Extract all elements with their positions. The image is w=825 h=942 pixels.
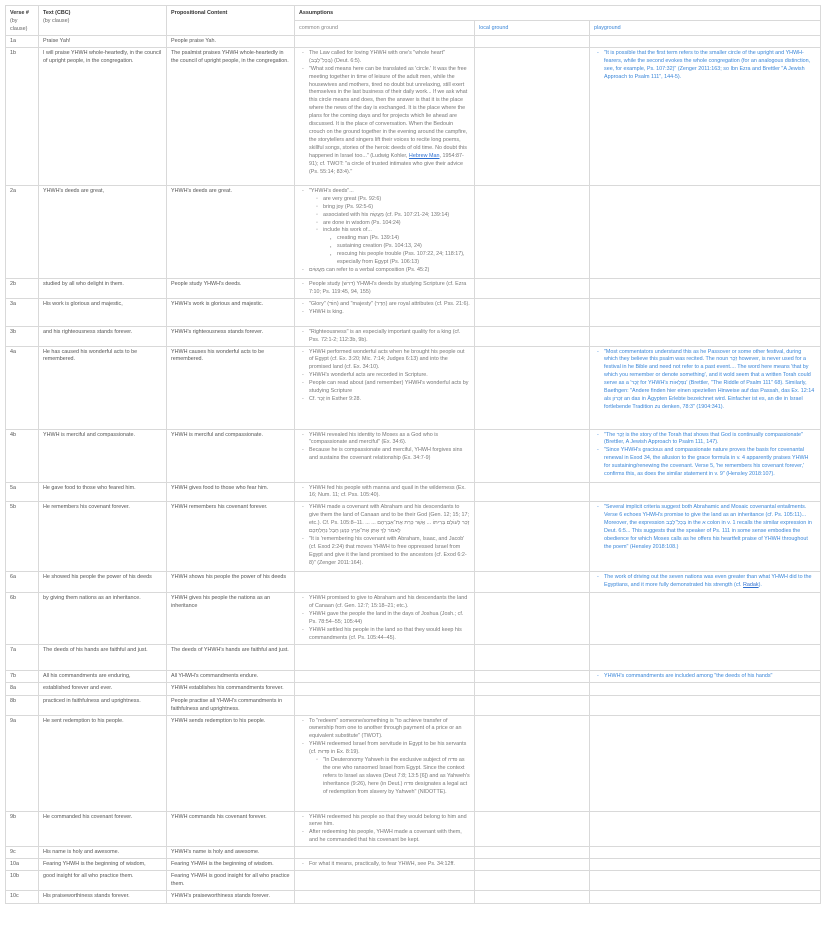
text-cell: His work is glorious and majestic, [39,298,167,326]
text-cell: Fearing YHWH is the beginning of wisdom, [39,859,167,871]
bullet-list [299,814,470,846]
item-text: bring joy (Ps. 92:5-6) [323,203,374,210]
citation-link[interactable]: Hebrew Man [408,152,440,159]
header-text-sub: (by clause) [43,17,70,24]
item-text: "Several implicit criteria suggest both Abrahamic and Mosaic covenantal entailments. Verse 6 echoes YHWH's promise to give the land as an inheritance (cf. Ps. 105:11)... Moreover, the expression בְּכָל־לֵבָב in the א colon in v. 1 recalls the similar expression in Deut. 6:5... This suggests that the speaker of Ps. 111 in some sense embodies the obedience for which Moses calls as he offers his heartfelt praise of YHWH throughout the poem" (Hensley 2018:108.) [604,504,812,550]
item-text: YHWH gave the people the land in the days of Joshua (Josh.; cf. Ps. 78:54–55; 105:44) [309,611,464,626]
common-ground-cell [295,278,475,298]
psalm-111-analysis-table [5,5,821,904]
playground-cell [590,644,821,670]
item-text: "Glory" (הוֹד) and "majesty" (הָדָר) are royal attributes (cf. Pss. 21:6). [309,300,470,307]
local-ground-cell [475,572,590,593]
item-text: YHWH made a covenant with Abraham and his descendants to give them the land of Canaan and to be their God (Gen. 12; 15; 17; etc.). Cf. Ps. 105:8–11. ... זָכַר לְעוֹלָם בְּרִיתוֹ ... אֲשֶׁר כָּרַת אֶת־אַבְרָהָם ... לֵאמֹר לְךָ אֶתֵּן אֶת־אֶרֶץ כְּנָעַן חֶבֶל נַחֲלַתְכֶם׃ [309,504,470,535]
table-row [6,811,821,847]
list-item [309,396,470,404]
text-cell: Praise Yah! [39,36,167,48]
item-text: YHWH is king. [309,308,344,315]
header-verse-sub: (by clause) [10,17,28,32]
prop-cell: YHWH's work is glorious and majestic. [167,298,295,326]
citation-link[interactable]: Radak [743,582,759,589]
prop-cell: YHWH causes his wonderful acts to be remembered. [167,346,295,429]
text-segment: , 1954:87-91); cf. TWOT: "a circle of trusted intimates who give their advice (Ps. 55:14; 83:4)." [309,152,464,175]
bullet-list [309,196,470,267]
verse-cell: 6b [6,593,39,644]
common-ground-cell [295,36,475,48]
item-text: מַעֲשִׂים can refer to a verbal composition (Ps. 45:2) [309,266,430,273]
prop-cell: YHWH's righteousness stands forever. [167,326,295,346]
list-item [309,718,470,742]
bullet-list [299,50,470,177]
bullet-list [594,574,816,590]
bullet-list [594,673,816,681]
list-item [604,504,816,551]
table-row [6,482,821,502]
bullet-list [323,235,470,267]
table-row [6,871,821,891]
playground-cell [590,326,821,346]
header-row [6,6,821,21]
item-text: YHWH's wonderful acts are recorded in Scripture. [309,372,428,379]
list-item [309,329,470,345]
table-row [6,278,821,298]
local-ground-cell [475,890,590,903]
header-text [39,6,167,36]
text-cell: good insight for all who practice them. [39,871,167,891]
local-ground-cell [475,326,590,346]
list-item [323,220,470,228]
common-ground-cell [295,482,475,502]
verse-cell: 4a [6,346,39,429]
playground-cell [590,682,821,695]
verse-cell: 7b [6,670,39,682]
playground-cell [590,572,821,593]
item-text: Because he is compassionate and merciful, YHWH forgives sins and sustains the covenant relationship (Ex. 34:7-9) [309,447,463,462]
item-text: YHWH redeemed Israel from servitude in Egypt to be his servants (cf. פְּדוּת in Ex. 8:19). [309,741,467,756]
item-text: YHWH performed wonderful acts when he brought his people out of Egypt (cf. Ex. 3:20; Mic. 7:14; Judges 6:13) and into the promised land (cf. Ex. 34:10). [309,348,465,371]
list-item [337,235,470,243]
bullet-list [594,349,816,412]
prop-cell: YHWH remembers his covenant forever. [167,502,295,572]
text-cell: by giving them nations as an inheritance. [39,593,167,644]
prop-cell: The deeds of YHWH's hands are faithful and just. [167,644,295,670]
common-ground-cell [295,811,475,847]
playground-cell [590,670,821,682]
common-ground-cell [295,47,475,185]
verse-cell: 3b [6,326,39,346]
item-text: YHWH promised to give to Abraham and his descendants the land of Canaan (cf. Gen. 12:7; 15:18–21; etc.). [309,595,468,610]
list-item [309,267,470,275]
bullet-list [299,595,470,642]
prop-cell: YHWH gives food to those who fear him. [167,482,295,502]
item-text: include his work of... [323,227,372,234]
item-text: YHWH fed his people with manna and quail in the wilderness (Ex. 16; Num. 11; cf. Pss. 105:40). [309,484,466,499]
list-item [309,829,470,845]
local-ground-cell [475,47,590,185]
item-text: People study (דרשׁ) YHWH's deeds by studying Scripture (cf. Ezra 7:10; Ps. 119:45, 94, 155) [309,280,467,295]
prop-cell: The psalmist praises YHWH whole-heartedly in the council of upright people, in the congregation. [167,47,295,185]
local-ground-cell [475,859,590,871]
table-row [6,847,821,859]
common-ground-cell [295,298,475,326]
list-item [309,432,470,448]
text-cell: He has caused his wonderful acts to be remembered. [39,346,167,429]
playground-cell [590,47,821,185]
playground-cell [590,871,821,891]
text-cell: He sent redemption to his people. [39,715,167,811]
item-text: "Most commentators understand this as he Passover or some other festival, during which they believe this psalm was recited. The noun זֵכֶר however, is never used for a festival in he Bible and need not refer to a past event.... The word here means 'that by which you remember or denote something', and it wold seem that a written Torah could serve as a 'זֵכֶר for YHWH's נִפְלְאוֹת' (Brettler, "The Riddle of Psalm 111" 68). Similarly, Baethgen: "Andere finden hier einen speziellen Hinweise auf das Passah, das Ex. 12:14 als זִכָּרוֹן an das in Ägypten Erlebte bezeichnet wird. Einfacher ist es, an die in Israel fortlebende Tradition zu denken, 78:3" (1904:341). [604,348,815,410]
item-text: are very great (Ps. 92:6) [323,195,382,202]
item-text: After redeeming his people, YHWH made a covenant with them, and he commanded that his covenant be kept. [309,829,462,844]
local-ground-cell [475,847,590,859]
bullet-list [299,432,470,464]
text-segment: The work of driving out the seven nations was even greater than what YHWH did to the Egyptians, and it more fully demonstrated his strength (cf. [604,574,812,589]
common-ground-cell [295,346,475,429]
common-ground-cell [295,593,475,644]
list-item [309,611,470,627]
text-cell: All his commandments are enduring, [39,670,167,682]
list-item [309,741,470,796]
bullet-list [594,432,816,479]
prop-cell: YHWH sends redemption to his people. [167,715,295,811]
list-item [604,50,816,82]
common-ground-cell [295,670,475,682]
bullet-list [299,329,470,345]
item-text: are done in wisdom (Ps. 104:24) [323,219,401,226]
common-ground-cell [295,326,475,346]
verse-cell: 1a [6,36,39,48]
text-cell: studied by all who delight in them. [39,278,167,298]
prop-cell: Fearing YHWH is good insight for all who practice them. [167,871,295,891]
prop-cell: YHWH establishes his commandments forever. [167,682,295,695]
verse-cell: 7a [6,644,39,670]
bullet-list [299,281,470,297]
list-item [323,227,470,267]
bullet-list [299,188,470,275]
bullet-list [299,485,470,501]
common-ground-cell [295,185,475,278]
list-item [309,188,470,267]
table-row [6,298,821,326]
common-ground-cell [295,715,475,811]
local-ground-cell [475,644,590,670]
common-ground-cell [295,695,475,715]
common-ground-cell [295,682,475,695]
table-row [6,859,821,871]
text-segment: "What sod means here can be translated as 'circle.' It was the free meeting together in time of leisure of the adult men, while the housewives and mothers, tired no doubt but unrelaxing, still exert themselves in the last business of their daily work... If we ask what this circle means and does, then the answer is that it is the place where the news of the day is exchanged. It is the place where the plans for the coming days and for projects which lie ahead are discussed. It is the place of conversation. When the Bedouin crouch on the ground together in the evening around the campfire, the storytellers and singers lift their voices to recite long poems, skillful songs, stories of the heroic deeds of old time. No doubt this happened in Israel too..." (Ludwig Kohler, [309,65,468,159]
header-text-label: Text (CBC) [43,10,71,16]
list-item [337,243,470,251]
playground-cell [590,890,821,903]
table-row [6,695,821,715]
item-text: People can read about (and remember) YHWH's wonderful acts by studying Scripture [309,380,469,395]
table-row [6,429,821,482]
list-item [323,757,470,797]
verse-cell: 9a [6,715,39,811]
item-text: "Righteousness" is an especially important quality for a king (cf. Pss. 72:1-2; 112:3b, 9b). [309,328,461,343]
prop-cell: Fearing YHWH is the beginning of wisdom. [167,859,295,871]
local-ground-cell [475,36,590,48]
list-item [337,251,470,267]
playground-cell [590,859,821,871]
table-row [6,185,821,278]
local-ground-cell [475,593,590,644]
item-text: rescuing his people trouble (Pss. 107:22, 24; 118:17), especially from Egypt (Ps. 106:13) [337,251,465,266]
prop-cell: People study YHWH's deeds. [167,278,295,298]
playground-cell [590,593,821,644]
table-row [6,682,821,695]
text-cell: His praiseworthiness stands forever. [39,890,167,903]
verse-cell: 10a [6,859,39,871]
list-item [309,861,470,869]
list-item [309,380,470,396]
text-cell: He gave food to those who feared him. [39,482,167,502]
list-item [309,281,470,297]
text-cell: The deeds of his hands are faithful and just. [39,644,167,670]
verse-cell: 8b [6,695,39,715]
common-ground-cell [295,859,475,871]
verse-cell: 4b [6,429,39,482]
verse-cell: 5a [6,482,39,502]
table-row [6,346,821,429]
item-text: "The זֵכֶר is the story of the Torah that shows that God is continually compassionate" (Brettler, A Jewish Approach to Psalm 111, 147). [604,431,803,446]
playground-cell [590,298,821,326]
common-ground-cell [295,644,475,670]
item-text: To "redeem" someone/something is "to achieve transfer of ownership from one to another through payment of a price or an equivalent substitute" (TWOT). [309,717,462,740]
prop-cell: People practise all YHWH's commandments in faithfulness and uprightness. [167,695,295,715]
item-text: Cf. זֵכֶר in Esther 9:28. [309,395,361,402]
common-ground-cell [295,502,475,572]
table-row [6,644,821,670]
text-cell: and his righteousness stands forever. [39,326,167,346]
prop-cell: All YHWH's commandments endure. [167,670,295,682]
text-cell: YHWH's deeds are great, [39,185,167,278]
item-text: YHWH revealed his identity to Moses as a God who is "compassionate and merciful" (Ex. 34:6). [309,431,439,446]
table-row [6,36,821,48]
table-row [6,326,821,346]
verse-cell: 9c [6,847,39,859]
bullet-list [594,504,816,551]
verse-cell: 10c [6,890,39,903]
text-cell: He remembers his covenant forever. [39,502,167,572]
playground-cell [590,715,821,811]
verse-cell: 2a [6,185,39,278]
item-text: "It is possible that the first term refers to the smaller circle of the upright and YHWH-fearers, while the second evokes the whole congregation (for an analogous distinction, see, for example, Ps. 107:32)" (Zenger 2011:163; so Ibn Ezra and Brettler "A Jewish Approach to Psalm 111", 144-5). [604,49,811,80]
verse-cell: 2b [6,278,39,298]
header-assumptions: Assumptions [295,6,821,21]
list-item [309,814,470,830]
list-item [309,447,470,463]
local-ground-cell [475,482,590,502]
local-ground-cell [475,278,590,298]
item-text: associated with his מַעֲשֶׂה (cf. Ps. 107:21-24; 139:14) [323,211,450,218]
item-text: "YHWH's deeds"... [309,187,354,194]
table-row [6,670,821,682]
item-text: YHWH settled his people in the land so that they would keep his commandments (cf. Ps. 105:44–45). [309,626,462,641]
header-local-ground: local ground [475,21,590,36]
item-text: The Law called for loving YHWH with one's "whole heart" (בְּכָל־לְבָב) (Deut. 6:5). [309,49,445,64]
prop-cell: YHWH shows his people the power of his deeds [167,572,295,593]
bullet-list [594,50,816,82]
text-cell: YHWH is merciful and compassionate. [39,429,167,482]
list-item [309,485,470,501]
local-ground-cell [475,695,590,715]
item-text: YHWH redeemed his people so that they would belong to him and serve him. [309,813,467,828]
list-item [604,432,816,448]
list-item [309,50,470,66]
playground-cell [590,185,821,278]
playground-cell [590,811,821,847]
text-cell: established forever and ever. [39,682,167,695]
prop-cell: YHWH's name is holy and awesome. [167,847,295,859]
local-ground-cell [475,715,590,811]
verse-cell: 8a [6,682,39,695]
local-ground-cell [475,298,590,326]
text-cell: I will praise YHWH whole-heartedly, in the council of upright people, in the congregation. [39,47,167,185]
playground-cell [590,36,821,48]
bullet-list [299,718,470,797]
item-text: creating man (Ps. 139:14) [337,235,400,242]
playground-cell [590,502,821,572]
list-item [309,301,470,309]
table-body [6,36,821,904]
prop-cell: YHWH is merciful and compassionate. [167,429,295,482]
table-row [6,502,821,572]
text-cell: He showed his people the power of his deeds [39,572,167,593]
verse-cell: 6a [6,572,39,593]
local-ground-cell [475,346,590,429]
prop-cell: YHWH gives his people the nations as an inheritance [167,593,295,644]
common-ground-cell [295,847,475,859]
list-item [323,196,470,204]
verse-cell: 10b [6,871,39,891]
common-ground-cell [295,429,475,482]
verse-cell: 1b [6,47,39,185]
prop-cell: People praise Yah. [167,36,295,48]
verse-cell: 9b [6,811,39,847]
header-playground: playground [590,21,821,36]
item-text: "In Deuteronomy Yahweh is the exclusive subject of פדה as the one who ransomed Israel from Egypt. Since the context refers to Israel as slaves (Deut 7:8; 13:5 [6]) and as Yahweh's inheritance (9:26), here (in Deut.) פדה designates a legal act of redemption from slavery by Yahweh" (NIDOTTE). [323,757,470,795]
list-item [309,504,470,536]
list-item [323,204,470,212]
list-item [604,447,816,479]
text-cell: He commanded his covenant forever. [39,811,167,847]
local-ground-cell [475,185,590,278]
list-item [604,673,816,681]
header-common-ground: common ground [295,21,475,36]
playground-cell [590,278,821,298]
header-verse-label: Verse # [10,10,29,16]
item-text: For what it means, practically, to fear YHWH, see Ps. 34:12ff. [309,861,455,868]
table-row [6,715,821,811]
header-prop: Propositional Content [167,6,295,36]
item-text: "It is 'remembering his covenant with Abraham, Isaac, and Jacob' (cf. Exod 2:24) that moves YHWH to free oppressed Israel from Egypt and give it the land promised to the ancestors (cf. Exod 6:2-8)" (Zenger 2011:164). [309,535,467,566]
item-text: YHWH's commandments are included among "the deeds of his hands" [604,672,773,679]
table-row [6,572,821,593]
list-item [309,349,470,373]
list-item [309,536,470,568]
list-item [323,212,470,220]
bullet-list [299,504,470,567]
local-ground-cell [475,811,590,847]
text-segment: ). [758,582,762,589]
playground-cell [590,695,821,715]
list-item [309,309,470,317]
prop-cell: YHWH's praiseworthiness stands forever. [167,890,295,903]
playground-cell [590,847,821,859]
table-row [6,47,821,185]
local-ground-cell [475,502,590,572]
list-item [604,574,816,590]
local-ground-cell [475,682,590,695]
common-ground-cell [295,572,475,593]
verse-cell: 3a [6,298,39,326]
list-item [309,372,470,380]
local-ground-cell [475,871,590,891]
playground-cell [590,482,821,502]
prop-cell: YHWH commands his covenant forever. [167,811,295,847]
local-ground-cell [475,670,590,682]
playground-cell [590,346,821,429]
bullet-list [299,349,470,404]
local-ground-cell [475,429,590,482]
list-item [309,66,470,177]
verse-cell: 5b [6,502,39,572]
bullet-list [309,757,470,797]
list-item [309,627,470,643]
bullet-list [299,301,470,317]
playground-cell [590,429,821,482]
bullet-list [299,861,470,869]
prop-cell: YHWH's deeds are great. [167,185,295,278]
item-text: sustaining creation (Ps. 104:13, 24) [337,243,422,250]
list-item [309,595,470,611]
table-row [6,593,821,644]
common-ground-cell [295,871,475,891]
list-item [604,349,816,412]
table-row [6,890,821,903]
header-verse [6,6,39,36]
item-text: "Since YHWH's gracious and compassionate nature proves the basis for covenantal renewal in Exod 34, the allusion to the grace formula in v. 4 apparently praises YHWH for sustaining/renewing the covenant. Verse 5, 'he remembers his covenant forever,' confirms this, as does the similar statement in v. 9" (Hensley 2018:107). [604,447,809,478]
common-ground-cell [295,890,475,903]
text-cell: practiced in faithfulness and uprightness. [39,695,167,715]
text-cell: His name is holy and awesome. [39,847,167,859]
